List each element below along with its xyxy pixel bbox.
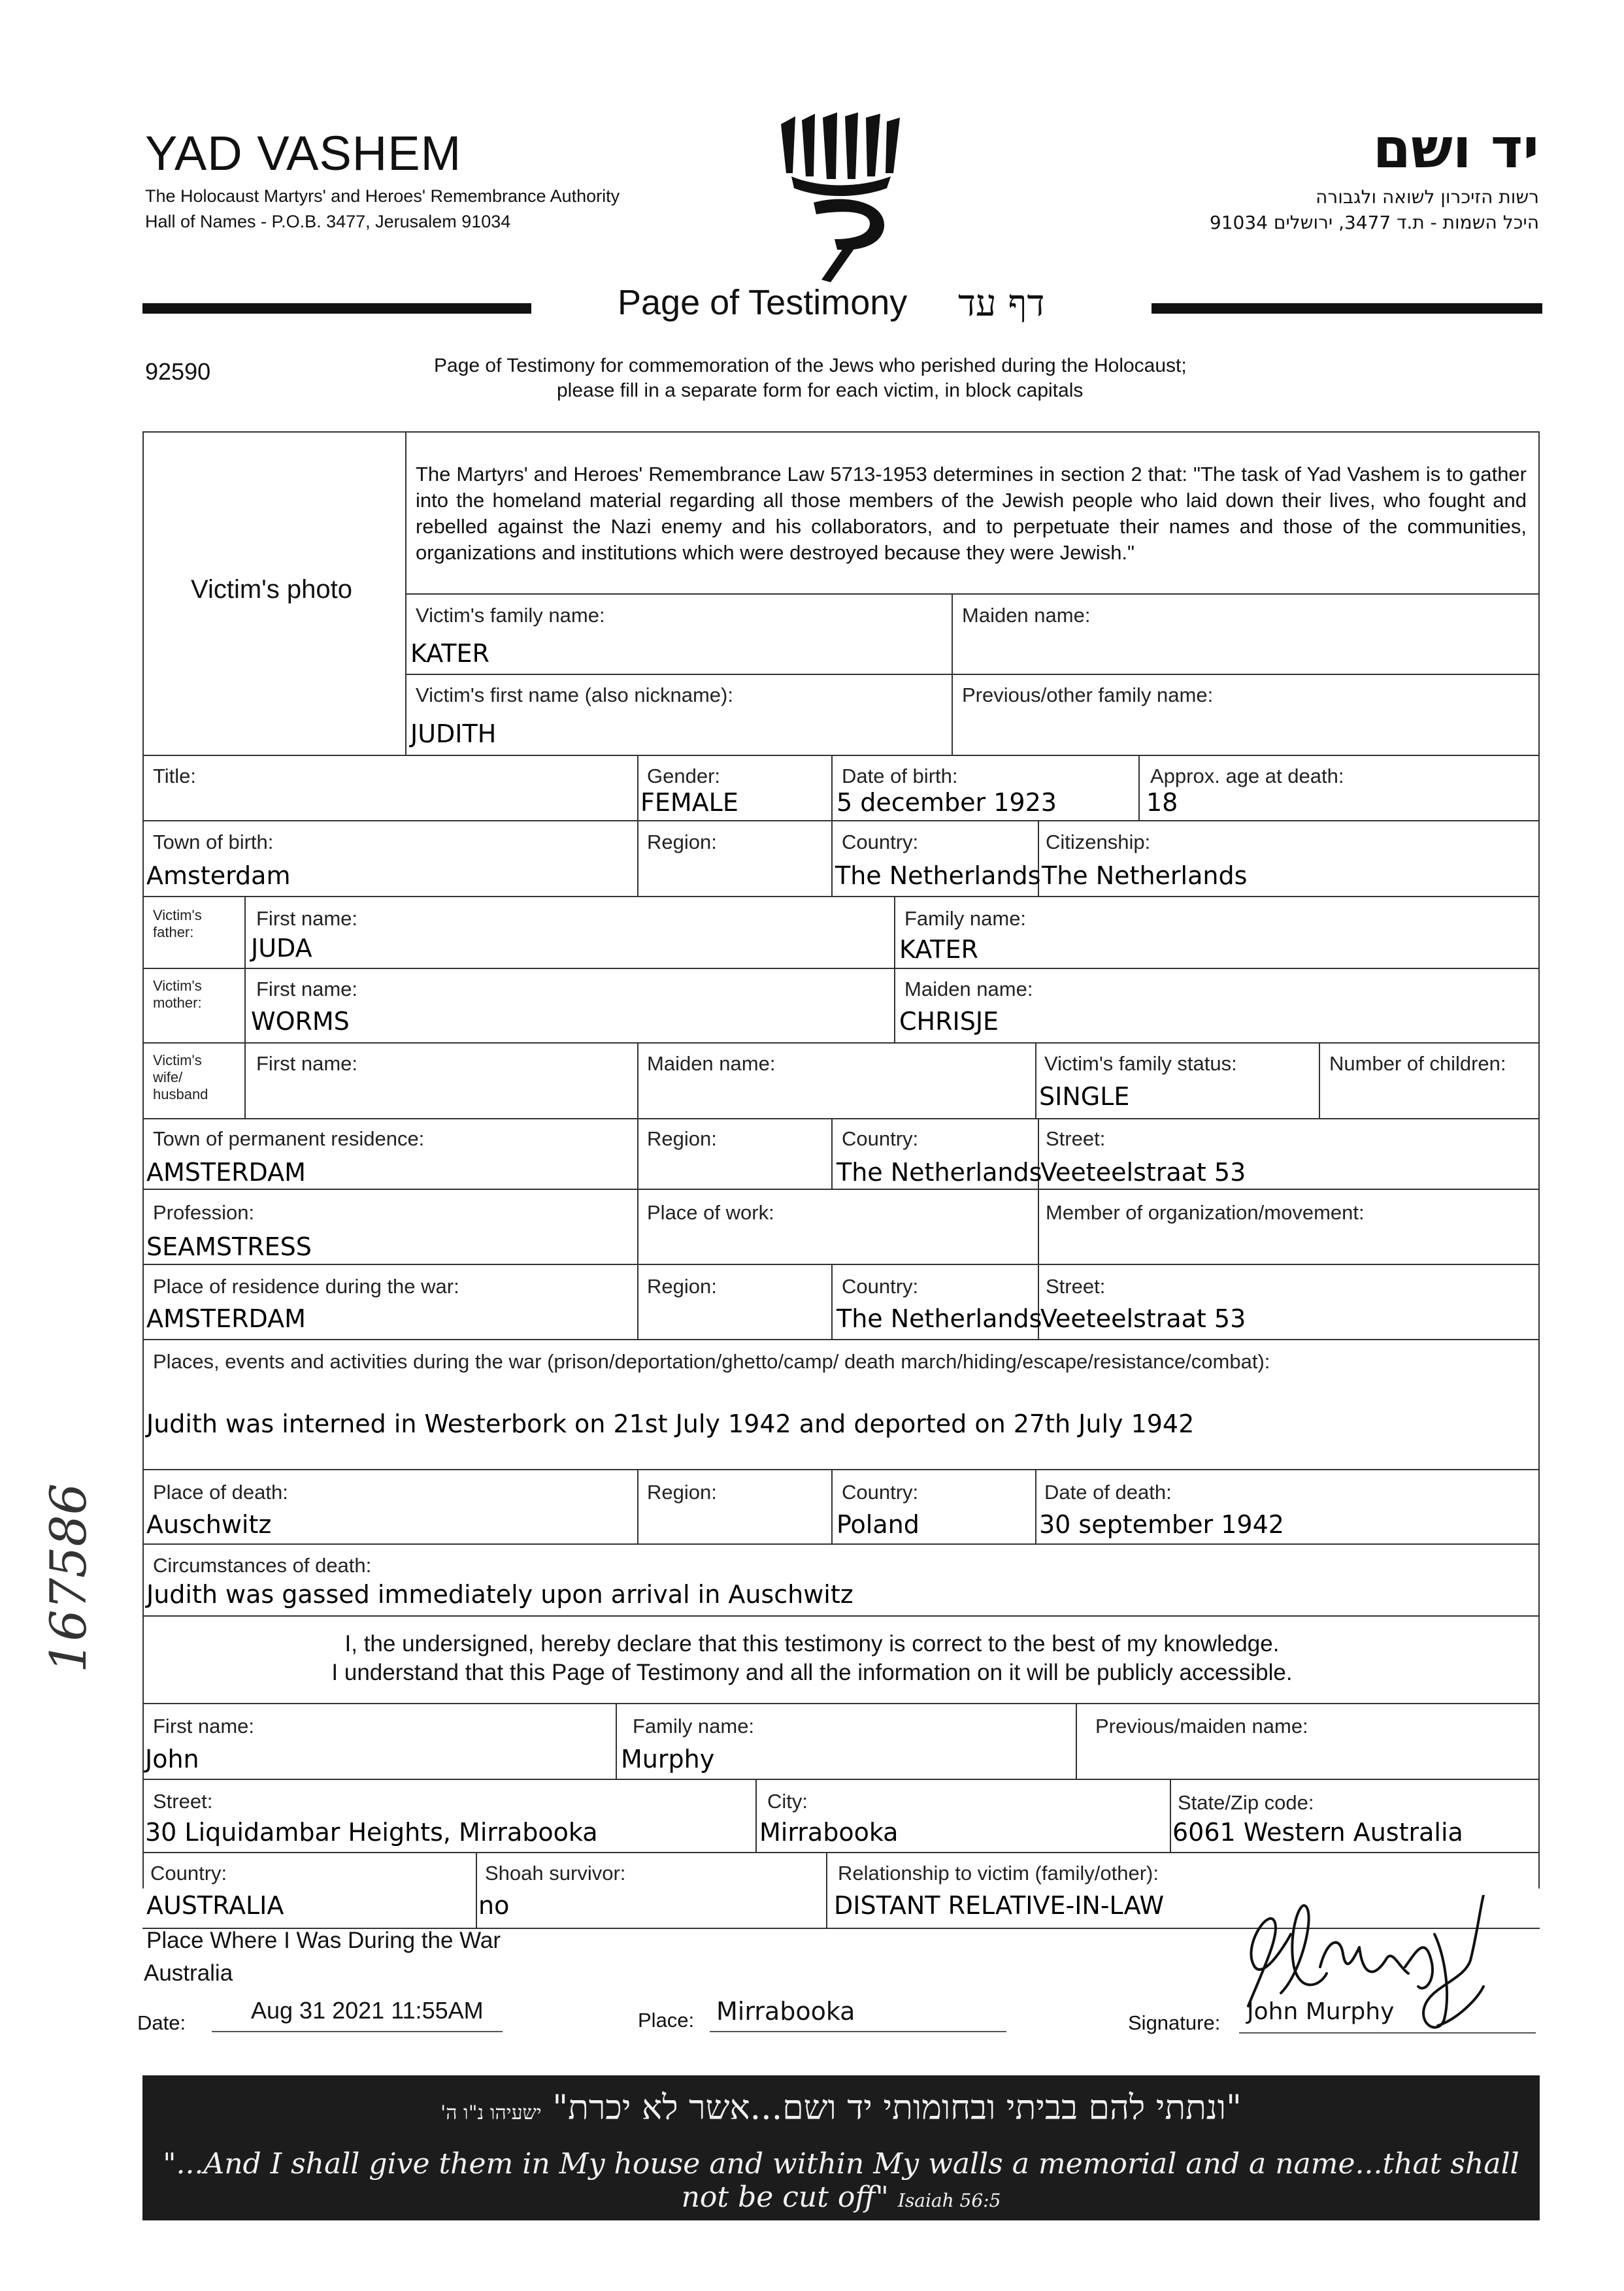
war-residence: AMSTERDAM: [146, 1304, 306, 1333]
org-name: YAD VASHEM: [145, 126, 462, 180]
form-title: Page of Testimony: [618, 283, 908, 322]
submitter-family-name-label: Family name:: [633, 1715, 755, 1738]
title-rule-left: [142, 303, 531, 314]
war-events: Judith was interned in Westerbork on 21st July 1942 and deported on 27th July 1942: [146, 1409, 1195, 1438]
footer-banner: [142, 2075, 1540, 2220]
submitter-state-label: State/Zip code:: [1178, 1791, 1314, 1814]
residence-country-label: Country:: [842, 1127, 919, 1150]
signature-name: John Murphy: [1247, 1998, 1395, 2025]
mother-tag: Victim's mother:: [153, 978, 202, 1011]
footer-english-source: Isaiah 56:5: [897, 2190, 1001, 2211]
dob-value: 5 december 1923: [837, 788, 1057, 817]
profession-label: Profession:: [153, 1201, 255, 1224]
residence-street: Veeteelstraat 53: [1040, 1158, 1246, 1187]
spouse-maiden-name-label: Maiden name:: [647, 1052, 776, 1075]
children-label: Number of children:: [1329, 1052, 1506, 1075]
father-tag: Victim's father:: [153, 907, 202, 940]
date-value: Aug 31 2021 11:55AM: [251, 1997, 484, 2024]
submitter-first-name: John: [145, 1745, 199, 1773]
org-address: Hall of Names - P.O.B. 3477, Jerusalem 91034: [145, 212, 511, 231]
family-status: SINGLE: [1039, 1082, 1130, 1111]
title-rule-right: [1152, 303, 1542, 314]
footer-hebrew-text: "ונתתי להם בביתי ובחומותי יד ושם...אשר לא יכרת": [552, 2088, 1242, 2128]
age-value: 18: [1146, 788, 1178, 817]
title-label: Title:: [153, 765, 197, 787]
citizenship-value: The Netherlands: [1042, 861, 1248, 890]
war-region-label: Region:: [647, 1275, 717, 1298]
submitter-family-name: Murphy: [621, 1745, 715, 1773]
war-street-label: Street:: [1046, 1275, 1106, 1298]
victim-photo-placeholder: Victim's photo: [191, 575, 353, 604]
father-family-name: KATER: [899, 935, 978, 964]
spouse-first-name-label: First name:: [256, 1052, 358, 1075]
org-address-hebrew: היכל השמות - ת.ד 3477, ירושלים 91034: [1209, 212, 1539, 233]
submitter-state: 6061 Western Australia: [1172, 1818, 1463, 1847]
submitter-city: Mirrabooka: [759, 1818, 899, 1847]
relationship-label: Relationship to victim (family/other):: [838, 1862, 1159, 1885]
relationship-value: DISTANT RELATIVE-IN-LAW: [834, 1891, 1165, 1920]
mother-first-name: WORMS: [251, 1007, 350, 1036]
place-label: Place:: [638, 2009, 695, 2032]
war-residence-label: Place of residence during the war:: [153, 1275, 459, 1298]
mother-maiden-name: CHRISJE: [899, 1007, 999, 1036]
handwritten-signature: [1229, 1895, 1503, 2045]
footer-english-text: "...And I shall give them in My house and within My walls a memorial and a name...that shall not be cut off": [163, 2147, 1519, 2214]
form-border-top: [142, 431, 1540, 433]
residence-country: The Netherlands: [837, 1158, 1042, 1187]
death-date: 30 september 1942: [1039, 1510, 1284, 1539]
submitter-street: 30 Liquidambar Heights, Mirrabooka: [145, 1818, 598, 1847]
birth-town-label: Town of birth:: [153, 831, 274, 853]
death-place-label: Place of death:: [153, 1481, 288, 1504]
intro-line-2: please fill in a separate form for each victim, in block capitals: [557, 380, 1084, 401]
death-country-label: Country:: [842, 1481, 919, 1504]
submitter-country: AUSTRALIA: [146, 1891, 284, 1920]
date-label: Date:: [137, 2011, 186, 2034]
residence-region-label: Region:: [647, 1127, 717, 1150]
signature-label: Signature:: [1128, 2011, 1221, 2034]
war-events-label: Places, events and activities during the war (prison/deportation/ghetto/camp/ death march/hiding/escape/resistance/combat):: [153, 1350, 1270, 1373]
war-place-label: Place Where I Was During the War: [146, 1928, 501, 1953]
citizenship-label: Citizenship:: [1046, 831, 1151, 853]
footer-hebrew-quote: [142, 2088, 1540, 2128]
submitter-street-label: Street:: [153, 1790, 213, 1813]
yad-vashem-logo: [774, 111, 905, 284]
profession-value: SEAMSTRESS: [146, 1232, 312, 1261]
submitter-city-label: City:: [767, 1790, 808, 1813]
father-first-name-label: First name:: [256, 907, 358, 930]
dob-label: Date of birth:: [842, 765, 958, 787]
death-circumstances-label: Circumstances of death:: [153, 1554, 372, 1577]
birth-region-label: Region:: [647, 831, 717, 853]
victim-family-name-label: Victim's family name:: [416, 604, 605, 627]
war-country: The Netherlands: [837, 1304, 1042, 1333]
place-of-work-label: Place of work:: [647, 1201, 774, 1224]
submitter-first-name-label: First name:: [153, 1715, 255, 1738]
footer-english-quote: [142, 2147, 1540, 2214]
org-subtitle: The Holocaust Martyrs' and Heroes' Remembrance Authority: [145, 186, 620, 206]
org-subtitle-hebrew: רשות הזיכרון לשואה ולגבורה: [1316, 186, 1539, 208]
declaration-line-2: I understand that this Page of Testimony and all the information on it will be publicly accessible.: [331, 1660, 1293, 1685]
org-name-hebrew: יד ושם: [1372, 116, 1539, 180]
survivor-label: Shoah survivor:: [485, 1862, 626, 1885]
age-label: Approx. age at death:: [1150, 765, 1344, 787]
submitter-country-label: Country:: [150, 1862, 227, 1885]
death-region-label: Region:: [647, 1481, 717, 1504]
death-place: Auschwitz: [146, 1510, 272, 1539]
spouse-tag: Victim's wife/ husband: [153, 1052, 208, 1102]
victim-first-name-label: Victim's first name (also nickname):: [416, 684, 733, 706]
footer-hebrew-source: ישעיהו נ"ו ה': [440, 2101, 542, 2124]
law-text: The Martyrs' and Heroes' Remembrance Law 5713-1953 determines in section 2 that: "The task of Yad Vashem is to gather into the homeland material regarding all those members of the Jewish people who laid down their lives, who fought and rebelled against the Nazi enemy and his collaborators, and to perpetuate their names and those of the communities, organizations and institutions which were destroyed because they were Jewish.": [416, 463, 1527, 564]
survivor-value: no: [478, 1891, 510, 1920]
war-place: Australia: [144, 1960, 233, 1986]
residence-town: AMSTERDAM: [146, 1158, 306, 1187]
form-number: 92590: [145, 358, 211, 385]
margin-note: 167586: [39, 1483, 97, 1673]
residence-town-label: Town of permanent residence:: [153, 1127, 425, 1150]
place-value: Mirrabooka: [716, 1997, 855, 2026]
birth-town: Amsterdam: [146, 861, 291, 890]
victim-previous-name-label: Previous/other family name:: [962, 684, 1214, 706]
death-date-label: Date of death:: [1044, 1481, 1172, 1504]
gender-label: Gender:: [647, 765, 721, 787]
submitter-previous-name-label: Previous/maiden name:: [1095, 1715, 1308, 1738]
victim-first-name: JUDITH: [410, 719, 497, 748]
birth-country: The Netherlands: [835, 861, 1041, 890]
father-first-name: JUDA: [251, 934, 312, 963]
war-street: Veeteelstraat 53: [1040, 1304, 1246, 1333]
residence-street-label: Street:: [1046, 1127, 1106, 1150]
mother-maiden-name-label: Maiden name:: [904, 978, 1033, 1000]
form-title-hebrew: דף עד: [958, 282, 1045, 325]
membership-label: Member of organization/movement:: [1046, 1201, 1365, 1224]
birth-country-label: Country:: [842, 831, 919, 853]
death-circumstances: Judith was gassed immediately upon arrival in Auschwitz: [146, 1580, 853, 1609]
father-family-name-label: Family name:: [904, 907, 1027, 930]
victim-maiden-name-label: Maiden name:: [962, 604, 1091, 627]
intro-line-1: Page of Testimony for commemoration of the Jews who perished during the Holocaust;: [434, 355, 1187, 376]
gender-value: FEMALE: [640, 788, 738, 817]
victim-family-name: KATER: [410, 639, 489, 668]
death-country: Poland: [837, 1510, 920, 1539]
mother-first-name-label: First name:: [256, 978, 358, 1000]
family-status-label: Victim's family status:: [1044, 1052, 1237, 1075]
war-country-label: Country:: [842, 1275, 919, 1298]
declaration-line-1: I, the undersigned, hereby declare that this testimony is correct to the best of my knowledge.: [344, 1631, 1280, 1656]
